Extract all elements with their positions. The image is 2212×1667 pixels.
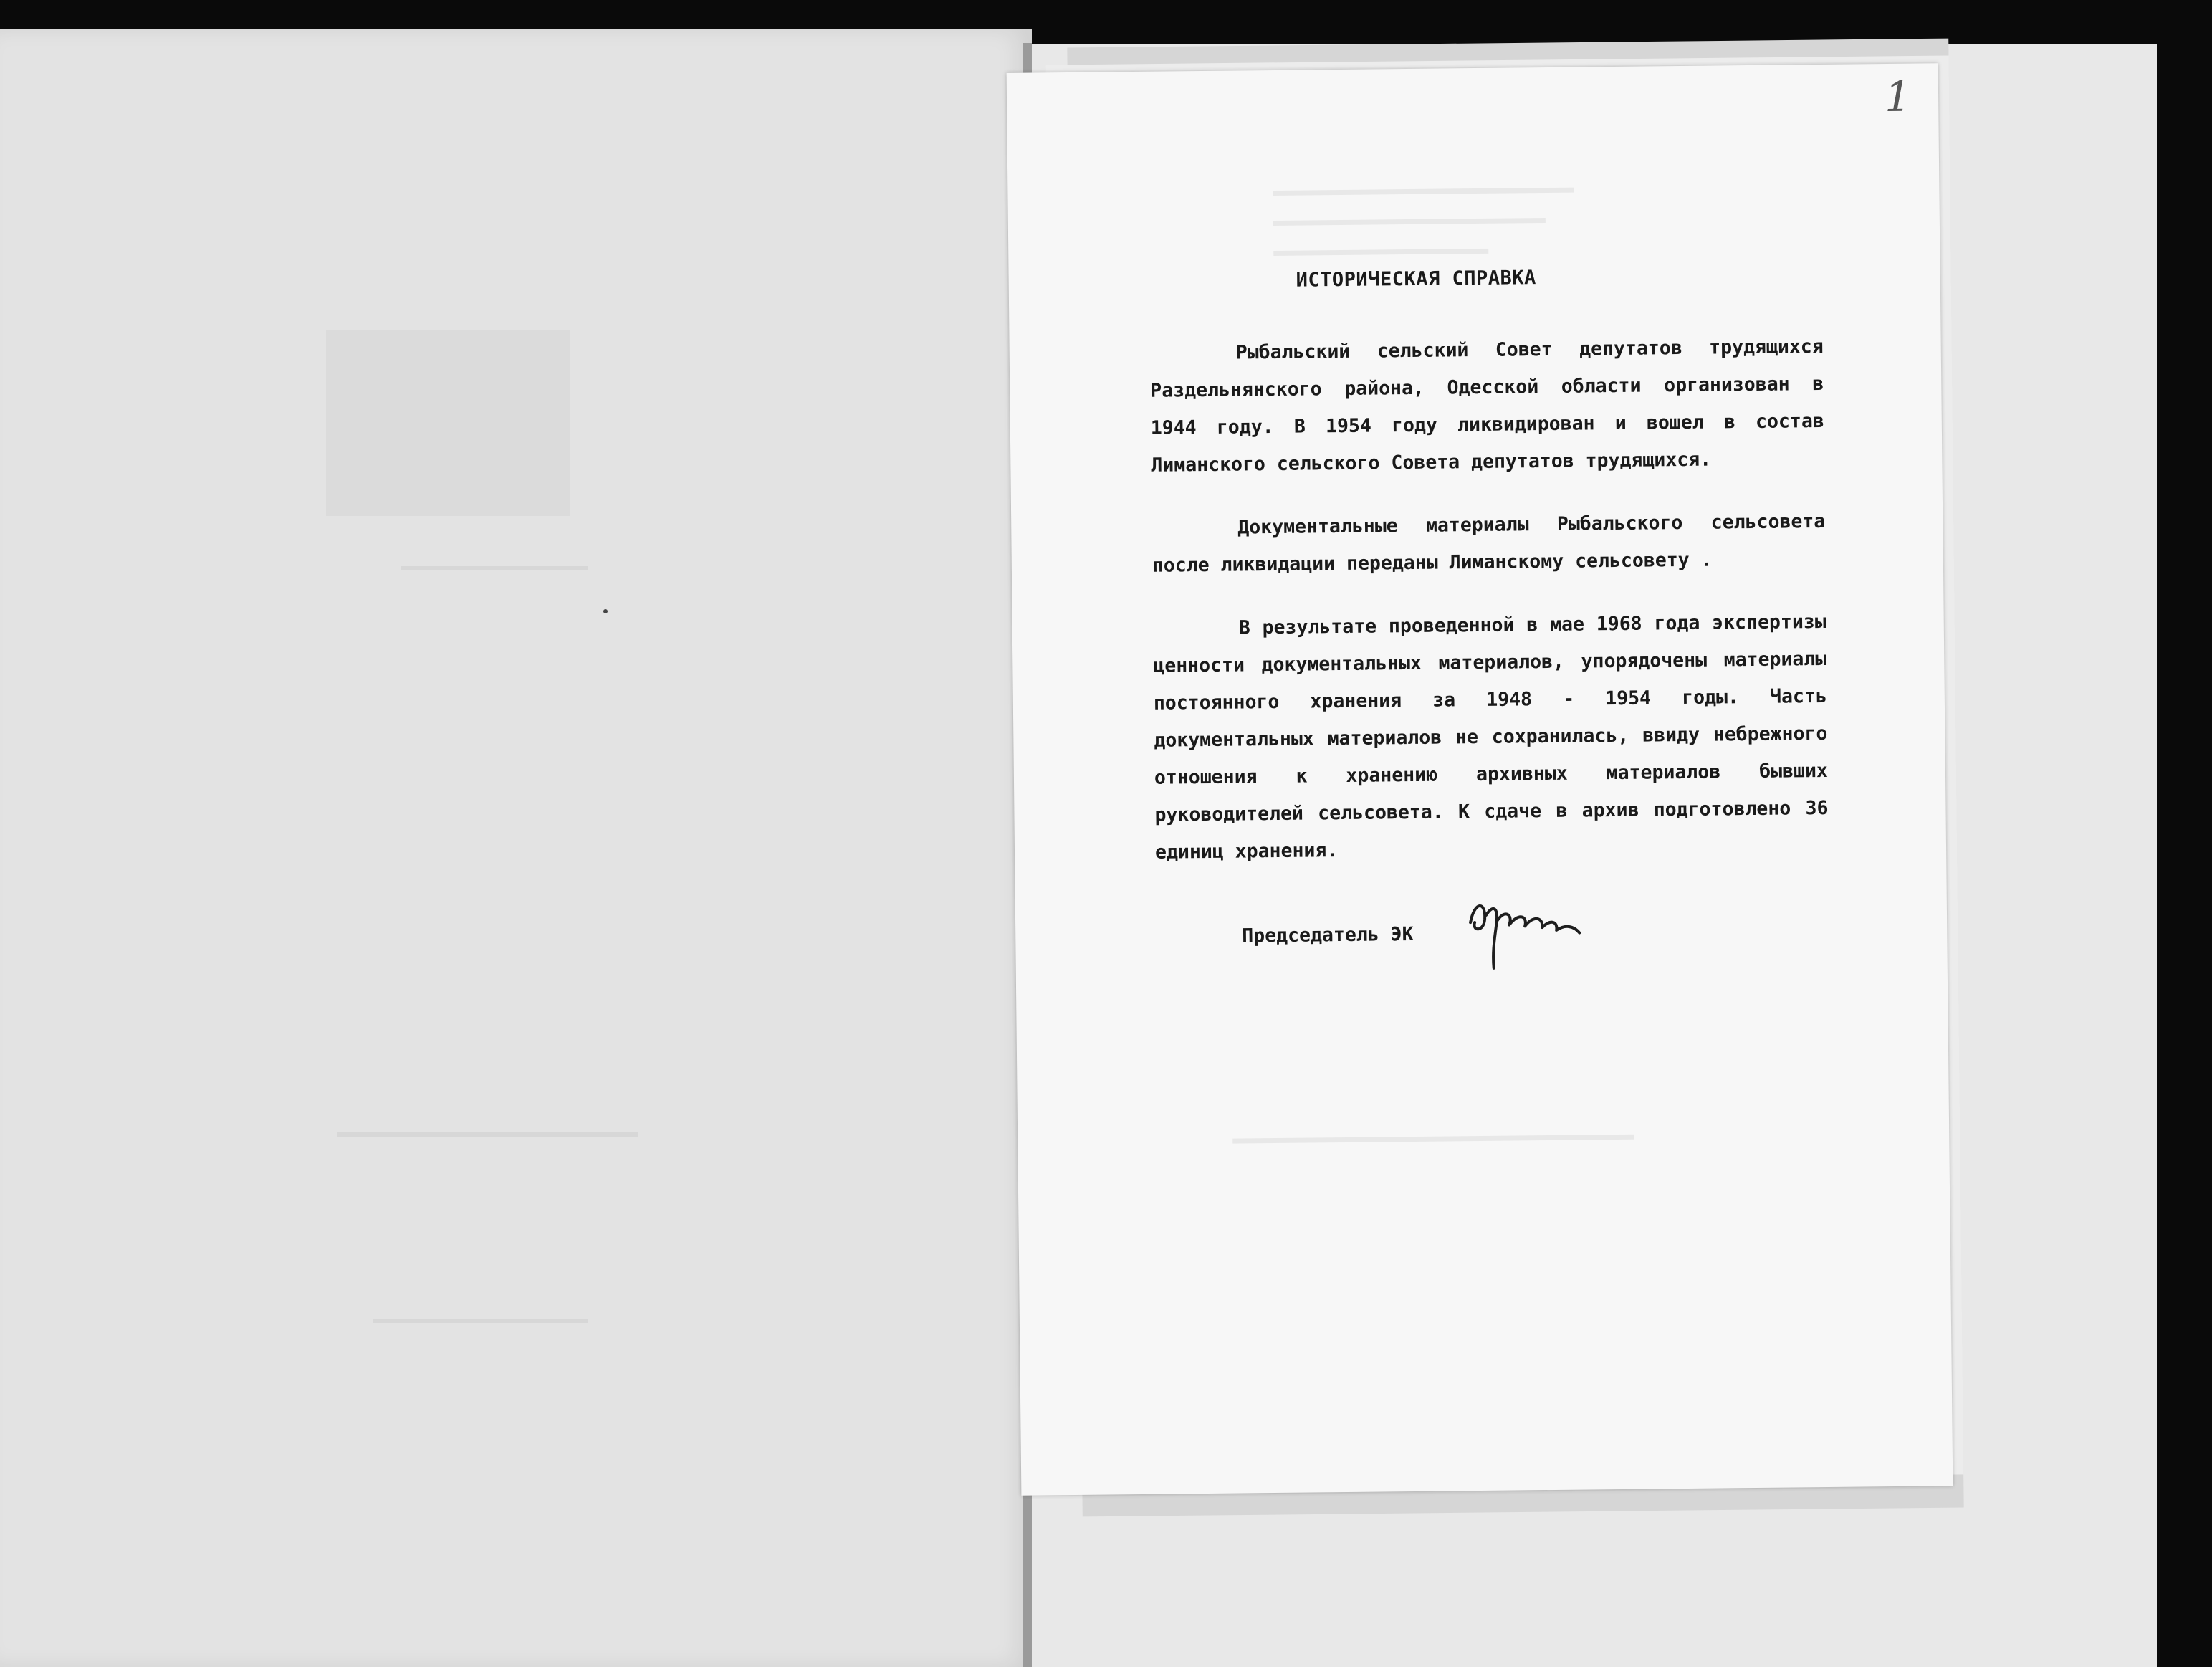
bleed-through-line: [1232, 1135, 1634, 1144]
bleed-through-line: [1273, 188, 1574, 196]
signatory-title: Председатель ЭК: [1242, 922, 1414, 947]
signature-block: [1242, 892, 1587, 975]
bleed-through-block: [326, 330, 570, 516]
dust-speck: [603, 609, 608, 613]
document-page: [1007, 63, 1953, 1496]
handwritten-signature: [1465, 892, 1587, 973]
document-title: ИСТОРИЧЕСКАЯ СПРАВКА: [1296, 267, 1536, 292]
page-number-mark: 1: [1884, 72, 1912, 122]
bleed-through-line: [373, 1319, 588, 1323]
paragraph: В результате проведенной в мае 1968 года экспертизы ценности документальных материалов, упорядочены материалы постоянного хранения за 1948 - 1954 годы. Часть документальных материалов не сохранилась, ввиду небрежного отношения к хранению архивных материалов бывших руководителей сельсовета. К сдаче в архив подготовлено 36 единиц хранения.: [1153, 610, 1829, 864]
left-cover-page: [0, 29, 1032, 1667]
paragraph: Рыбальский сельский Совет депутатов трудящихся Раздельнянского района, Одесской области организован в 1944 году. В 1954 году ликвидирован и вошел в состав Лиманского сельского Совета депутатов трудящихся.: [1150, 335, 1824, 477]
bleed-through-line: [401, 566, 588, 570]
paragraph: Документальные материалы Рыбальского сельсовета после ликвидации переданы Лиманскому сельсовету .: [1152, 510, 1826, 577]
bleed-through-line: [337, 1132, 638, 1137]
bleed-through-line: [1273, 218, 1546, 226]
bleed-through-line: [1273, 249, 1488, 256]
typed-text-block: [1149, 257, 1829, 897]
